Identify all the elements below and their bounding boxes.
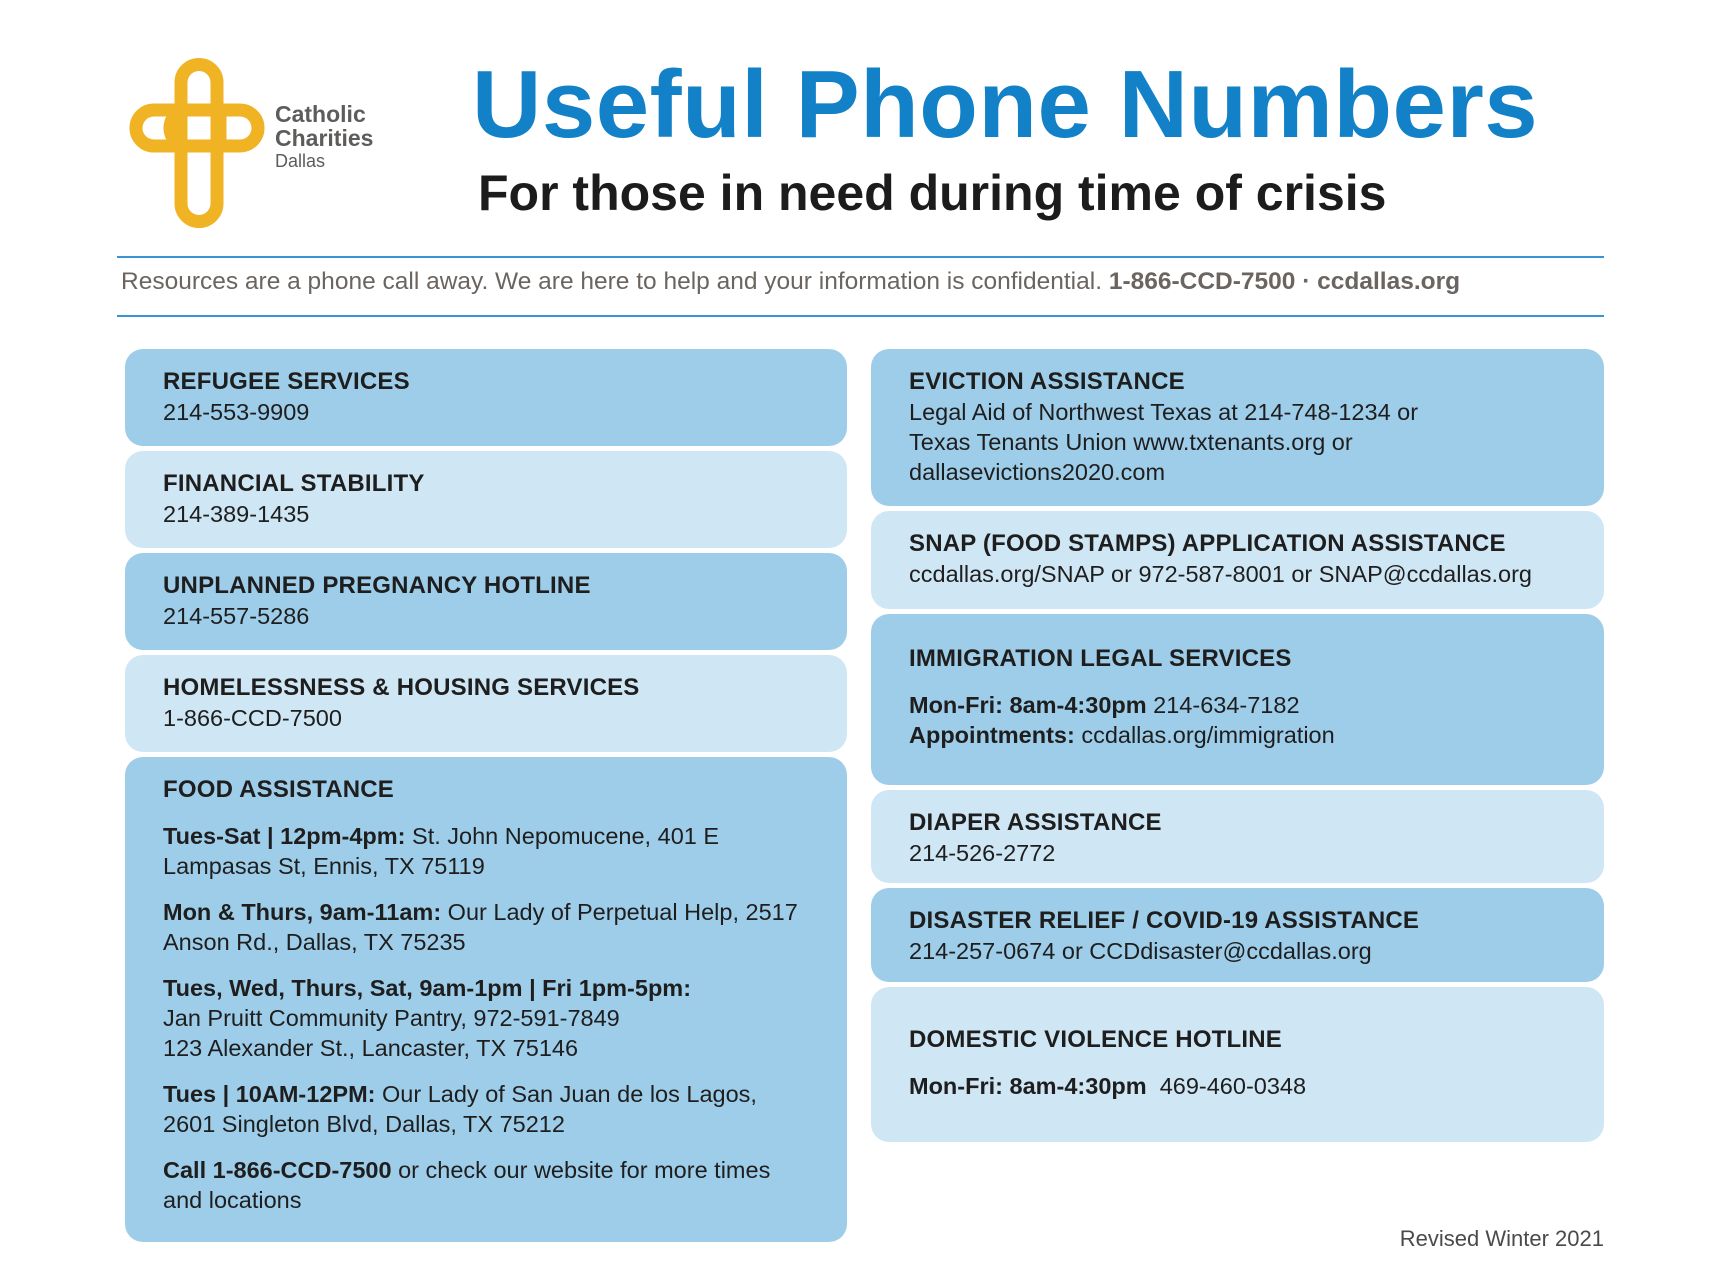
brand-line-2: Charities: [275, 125, 374, 151]
food-entry-3: Tues, Wed, Thurs, Sat, 9am-1pm | Fri 1pm-5pm: Jan Pruitt Community Pantry, 972-591-7849 123 Alexander St., Lancaster, TX 75146: [163, 975, 692, 1061]
card-title: DOMESTIC VIOLENCE HOTLINE: [909, 1026, 1283, 1053]
card-title: DISASTER RELIEF / COVID-19 ASSISTANCE: [909, 907, 1420, 934]
card-line: ccdallas.org/SNAP or 972-587-8001 or SNAP@ccdallas.org: [909, 561, 1532, 587]
card-phone: 214-526-2772: [909, 840, 1056, 866]
food-entry-2: Mon & Thurs, 9am-11am: Our Lady of Perpetual Help, 2517 Anson Rd., Dallas, TX 75235: [163, 899, 798, 955]
divider-top: [117, 256, 1604, 258]
domestic-hours: Mon-Fri: 8am-4:30pm 469-460-0348: [909, 1073, 1307, 1099]
card-title: UNPLANNED PREGNANCY HOTLINE: [163, 572, 591, 599]
food-entry-5: Call 1-866-CCD-7500 or check our website for more times and locations: [163, 1157, 771, 1213]
card-eviction-assistance: [871, 349, 1604, 506]
card-line: dallasevictions2020.com: [909, 459, 1166, 485]
card-pregnancy-hotline: [125, 553, 847, 650]
card-food-assistance: [125, 757, 847, 1242]
card-title: IMMIGRATION LEGAL SERVICES: [909, 645, 1292, 672]
card-line: Legal Aid of Northwest Texas at 214-748-1234 or: [909, 399, 1419, 425]
card-immigration-legal: [871, 614, 1604, 785]
brand-name: [275, 102, 373, 172]
card-title: REFUGEE SERVICES: [163, 368, 410, 395]
brand-line-3: Dallas: [275, 151, 326, 171]
tagline-text: Resources are a phone call away. We are here to help and your information is confidential.: [121, 268, 1103, 295]
card-title: FOOD ASSISTANCE: [163, 776, 395, 803]
tagline: [121, 268, 1460, 296]
card-financial-stability: [125, 451, 847, 548]
logo: [128, 58, 408, 228]
card-refugee-services: [125, 349, 847, 446]
card-disaster-relief: [871, 888, 1604, 982]
card-phone: 214-553-9909: [163, 399, 310, 425]
card-title: FINANCIAL STABILITY: [163, 470, 425, 497]
card-phone: 214-557-5286: [163, 603, 310, 629]
tagline-contact: 1-866-CCD-7500 · ccdallas.org: [1108, 268, 1461, 295]
page-subtitle: For those in need during time of crisis: [478, 165, 1387, 221]
ccd-cross-logo-icon: [128, 58, 270, 228]
brand-line-1: Catholic: [275, 101, 366, 127]
page-title: Useful Phone Numbers: [472, 51, 1539, 158]
card-title: DIAPER ASSISTANCE: [909, 809, 1162, 836]
card-homelessness-housing: [125, 655, 847, 752]
card-title: SNAP (FOOD STAMPS) APPLICATION ASSISTANCE: [909, 530, 1506, 557]
food-entry-4: Tues | 10AM-12PM: Our Lady of San Juan de los Lagos, 2601 Singleton Blvd, Dallas, TX 75212: [163, 1081, 757, 1137]
divider-bottom: [117, 315, 1604, 317]
card-diaper-assistance: [871, 790, 1604, 883]
left-column: [125, 349, 847, 1247]
card-line: Texas Tenants Union www.txtenants.org or: [909, 429, 1353, 455]
card-phone: 214-389-1435: [163, 501, 310, 527]
immigration-appointments: Appointments: ccdallas.org/immigration: [909, 722, 1335, 748]
right-column: [871, 349, 1604, 1147]
revised-date: Revised Winter 2021: [1399, 1226, 1604, 1251]
immigration-hours: Mon-Fri: 8am-4:30pm 214-634-7182: [909, 692, 1300, 718]
food-entry-1: Tues-Sat | 12pm-4pm: St. John Nepomucene, 401 E Lampasas St, Ennis, TX 75119: [163, 823, 720, 879]
card-domestic-violence: [871, 987, 1604, 1142]
card-phone: 1-866-CCD-7500: [163, 705, 342, 731]
card-snap-assistance: [871, 511, 1604, 609]
card-title: EVICTION ASSISTANCE: [909, 368, 1185, 395]
card-line: 214-257-0674 or CCDdisaster@ccdallas.org: [909, 938, 1372, 964]
card-title: HOMELESSNESS & HOUSING SERVICES: [163, 674, 640, 701]
